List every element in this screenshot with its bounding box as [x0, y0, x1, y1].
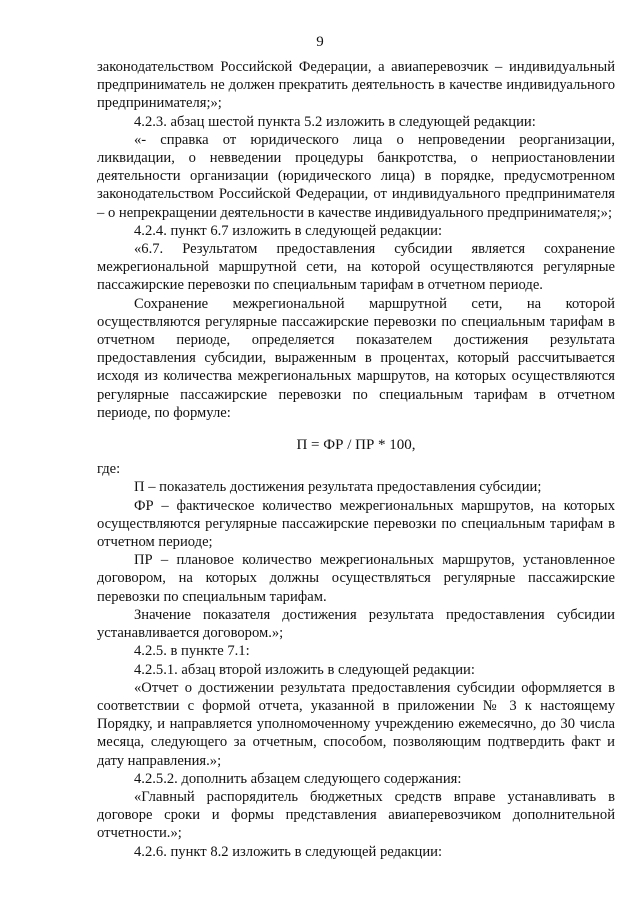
paragraph-quote-5-2: «- справка от юридического лица о непроведении реорганизации, ликвидации, о невведении процедуры банкротства, о неприостановлении деятельности организации (юридического лица) в порядке, предусмотренном законодательством Российской Федерации, от индивидуального предпринимателя – о непрекращении деятельности в качестве индивидуального предпринимателя;»;	[97, 131, 615, 221]
definition-p: П – показатель достижения результата предоставления субсидии;	[134, 479, 542, 496]
where-label: где:	[97, 461, 121, 478]
paragraph-network-preservation: Сохранение межрегиональной маршрутной сети, на которой осуществляются регулярные пассажирские перевозки по специальным тарифам в отчетном периоде, определяется показателем достижения результата предоставления субсидии, выраженным в процентах, который рассчитывается исходя из количества межрегиональных маршрутов, на которых осуществляются регулярные пассажирские перевозки по специальным тарифам в отчетном периоде, по формуле:	[97, 295, 615, 421]
paragraph-continuation: законодательством Российской Федерации, а авиаперевозчик – индивидуальный предприниматель не должен прекратить деятельность в качестве индивидуального предпринимателя;»;	[97, 59, 615, 112]
paragraph-4-2-3: 4.2.3. абзац шестой пункта 5.2 изложить в следующей редакции:	[134, 113, 536, 130]
document-body	[97, 58, 615, 861]
indicator-value-paragraph: Значение показателя достижения результата предоставления субсидии устанавливается договором.»;	[97, 606, 615, 642]
definition-pr: ПР – плановое количество межрегиональных маршрутов, установленное договором, на которых должны осуществляться регулярные пассажирские перевозки по специальным тарифам.	[97, 552, 615, 605]
definition-fr: ФР – фактическое количество межрегиональных маршрутов, на которых осуществляются регулярные пассажирские перевозки по специальным тарифам в отчетном периоде;	[97, 497, 615, 551]
paragraph-4-2-6: 4.2.6. пункт 8.2 изложить в следующей редакции:	[134, 843, 443, 860]
page-number: 9	[316, 34, 324, 50]
paragraph-4-2-5-2: 4.2.5.2. дополнить абзацем следующего содержания:	[134, 770, 462, 787]
paragraph-6-7: «6.7. Результатом предоставления субсидии является сохранение межрегиональной маршрутной сети, на которой осуществляются регулярные пассажирские перевозки по специальным тарифам в отчетном периоде.	[97, 241, 615, 294]
formula: П = ФР / ПР * 100,	[296, 437, 416, 454]
paragraph-4-2-4: 4.2.4. пункт 6.7 изложить в следующей редакции:	[134, 222, 443, 239]
paragraph-report-quote: «Отчет о достижении результата предоставления субсидии оформляется в соответствии с формой отчета, указанной в приложении № 3 к настоящему Порядку, и направляется уполномоченному учреждению ежемесячно, до 30 числа месяца, следующего за отчетным, способом, позволяющим подтвердить факт и дату направления.»;	[97, 679, 615, 769]
paragraph-budget-quote: «Главный распорядитель бюджетных средств вправе устанавливать в договоре сроки и формы представления авиаперевозчиком дополнительной отчетности.»;	[97, 788, 615, 842]
paragraph-4-2-5-1: 4.2.5.1. абзац второй изложить в следующей редакции:	[134, 661, 475, 678]
paragraph-4-2-5: 4.2.5. в пункте 7.1:	[134, 643, 250, 660]
